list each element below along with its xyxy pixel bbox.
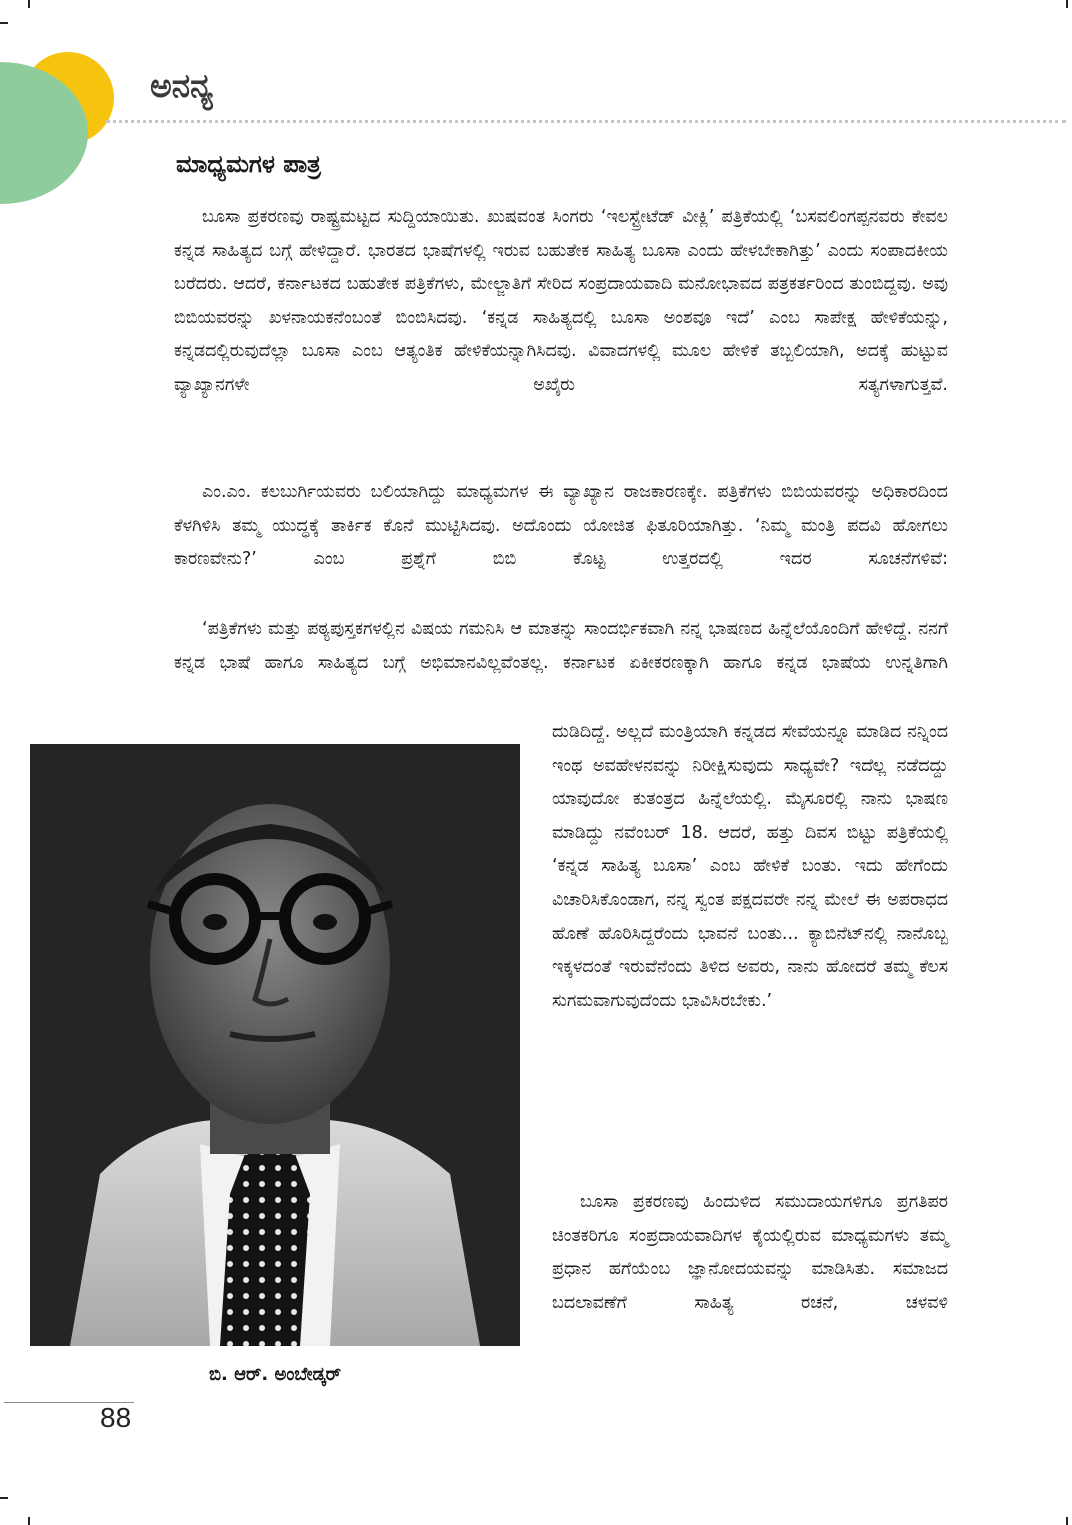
crop-mark	[1066, 1517, 1068, 1525]
quote-paragraph: ‘ಪತ್ರಿಕೆಗಳು ಮತ್ತು ಪಠ್ಯಪುಸ್ತಕಗಳಲ್ಲಿನ ವಿಷಯ ಗಮನಿಸಿ ಆ ಮಾತನ್ನು ಸಾಂದರ್ಭಿಕವಾಗಿ ನನ್ನ ಭಾಷಣದ ಹಿನ್ನೆಲೆಯೊಂದಿಗೆ ಹೇಳಿದ್ದೆ. ನನಗೆ ಕನ್ನಡ ಭಾಷೆ ಹಾಗೂ ಸಾಹಿತ್ಯದ ಬಗ್ಗೆ ಅಭಿಮಾನವಿಲ್ಲವೆಂತಲ್ಲ. ಕರ್ನಾಟಕ ಏಕೀಕರಣಕ್ಕಾಗಿ ಹಾಗೂ ಕನ್ನಡ ಭಾಷೆಯ ಉನ್ನತಿಗಾಗಿ	[174, 619, 948, 673]
header-dotted-rule	[106, 120, 1066, 123]
portrait-illustration	[30, 744, 520, 1346]
section-heading: ಮಾಧ್ಯಮಗಳ ಪಾತ್ರ	[176, 150, 321, 178]
photo-caption: ಬಿ. ಆರ್. ಅಂಬೇಡ್ಕರ್	[208, 1364, 342, 1385]
crop-mark	[0, 22, 8, 24]
body-paragraph: ಬೂಸಾ ಪ್ರಕರಣವು ಹಿಂದುಳಿದ ಸಮುದಾಯಗಳಿಗೂ ಪ್ರಗತಿಪರ ಚಿಂತಕರಿಗೂ ಸಂಪ್ರದಾಯವಾದಿಗಳ ಕೈಯಲ್ಲಿರುವ ಮಾಧ್ಯಮಗಳು ತಮ್ಮ ಪ್ರಧಾನ ಹಗೆಯೆಂಬ ಜ್ಞಾನೋದಯವನ್ನು ಮಾಡಿಸಿತು. ಸಮಾಜದ ಬದಲಾವಣೆಗೆ ಸಾಹಿತ್ಯ ರಚನೆ, ಚಳವಳಿ	[552, 1192, 948, 1313]
crop-mark	[1066, 0, 1068, 8]
page-number: 88	[100, 1402, 132, 1433]
crop-mark	[0, 1497, 8, 1499]
crop-mark	[28, 1517, 30, 1525]
quote-paragraph-continued: ದುಡಿದಿದ್ದೆ. ಅಲ್ಲದೆ ಮಂತ್ರಿಯಾಗಿ ಕನ್ನಡದ ಸೇವೆಯನ್ನೂ ಮಾಡಿದ ನನ್ನಿಂದ ಇಂಥ ಅವಹೇಳನವನ್ನು ನಿರೀಕ್ಷಿಸುವುದು ಸಾಧ್ಯವೇ? ಇದೆಲ್ಲ ನಡೆದದ್ದು ಯಾವುದೋ ಕುತಂತ್ರದ ಹಿನ್ನೆಲೆಯಲ್ಲಿ. ಮೈಸೂರಲ್ಲಿ ನಾನು ಭಾಷಣ ಮಾಡಿದ್ದು ನವೆಂಬರ್ 18. ಆದರೆ, ಹತ್ತು ದಿವಸ ಬಿಟ್ಟು ಪತ್ರಿಕೆಯಲ್ಲಿ ‘ಕನ್ನಡ ಸಾಹಿತ್ಯ ಬೂಸಾ’ ಎಂಬ ಹೇಳಿಕೆ ಬಂತು. ಇದು ಹೇಗೆಂದು ವಿಚಾರಿಸಿಕೊಂಡಾಗ, ನನ್ನ ಸ್ವಂತ ಪಕ್ಷದವರೇ ನನ್ನ ಮೇಲೆ ಈ ಅಪರಾಧದ ಹೊಣೆ ಹೊರಿಸಿದ್ದರೆಂದು ಭಾವನೆ ಬಂತು... ಕ್ಯಾಬಿನೆಟ್‌ನಲ್ಲಿ ನಾನೊಬ್ಬ ಇಕ್ಕಳದಂತೆ ಇರುವೆನೆಂದು ತಿಳಿದ ಅವರು, ನಾನು ಹೋದರೆ ತಮ್ಮ ಕೆಲಸ ಸುಗಮವಾಗುವುದೆಂದು ಭಾವಿಸಿರಬೇಕು.’	[552, 722, 948, 1011]
portrait-photo	[30, 744, 520, 1346]
running-header-title: ಅನನ್ಯ	[150, 66, 213, 105]
crop-mark	[28, 0, 30, 8]
body-paragraph: ಬೂಸಾ ಪ್ರಕರಣವು ರಾಷ್ಟ್ರಮಟ್ಟದ ಸುದ್ದಿಯಾಯಿತು. ಖುಷವಂತ ಸಿಂಗರು ‘ಇಲಸ್ಟ್ರೇಟೆಡ್ ವೀಕ್ಲಿ’ ಪತ್ರಿಕೆಯಲ್ಲಿ ‘ಬಸವಲಿಂಗಪ್ಪನವರು ಕೇವಲ ಕನ್ನಡ ಸಾಹಿತ್ಯದ ಬಗ್ಗೆ ಹೇಳಿದ್ದಾರೆ. ಭಾರತದ ಭಾಷೆಗಳಲ್ಲಿ ಇರುವ ಬಹುತೇಕ ಸಾಹಿತ್ಯ ಬೂಸಾ ಎಂದು ಹೇಳಬೇಕಾಗಿತ್ತು’ ಎಂದು ಸಂಪಾದಕೀಯ ಬರೆದರು. ಆದರೆ, ಕರ್ನಾಟಕದ ಬಹುತೇಕ ಪತ್ರಿಕೆಗಳು, ಮೇಲ್ಜಾತಿಗೆ ಸೇರಿದ ಸಂಪ್ರದಾಯವಾದಿ ಮನೋಭಾವದ ಪತ್ರಕರ್ತರಿಂದ ತುಂಬಿದ್ದವು. ಅವು ಬಿಬಿಯವರನ್ನು ಖಳನಾಯಕನೆಂಬಂತೆ ಬಿಂಬಿಸಿದವು. ‘ಕನ್ನಡ ಸಾಹಿತ್ಯದಲ್ಲಿ ಬೂಸಾ ಅಂಶವೂ ಇದೆ’ ಎಂಬ ಸಾಪೇಕ್ಷ ಹೇಳಿಕೆಯನ್ನು, ಕನ್ನಡದಲ್ಲಿರುವುದೆಲ್ಲಾ ಬೂಸಾ ಎಂಬ ಆತ್ಯಂತಿಕ ಹೇಳಿಕೆಯನ್ನಾಗಿಸಿದವು. ವಿವಾದಗಳಲ್ಲಿ ಮೂಲ ಹೇಳಿಕೆ ತಬ್ಬಲಿಯಾಗಿ, ಅದಕ್ಕೆ ಹುಟ್ಟುವ ವ್ಯಾಖ್ಯಾನಗಳೇ ಅಖೈರು ಸತ್ಯಗಳಾಗುತ್ತವೆ.	[174, 207, 948, 395]
body-paragraph: ಎಂ.ಎಂ. ಕಲಬುರ್ಗಿಯವರು ಬಲಿಯಾಗಿದ್ದು ಮಾಧ್ಯಮಗಳ ಈ ವ್ಯಾಖ್ಯಾನ ರಾಜಕಾರಣಕ್ಕೇ. ಪತ್ರಿಕೆಗಳು ಬಿಬಿಯವರನ್ನು ಅಧಿಕಾರದಿಂದ ಕೆಳಗಿಳಿಸಿ ತಮ್ಮ ಯುದ್ಧಕ್ಕೆ ತಾರ್ಕಿಕ ಕೊನೆ ಮುಟ್ಟಿಸಿದವು. ಅದೊಂದು ಯೋಜಿತ ಫಿತೂರಿಯಾಗಿತ್ತು. ‘ನಿಮ್ಮ ಮಂತ್ರಿ ಪದವಿ ಹೋಗಲು ಕಾರಣವೇನು?’ ಎಂಬ ಪ್ರಶ್ನೆಗೆ ಬಿಬಿ ಕೊಟ್ಟ ಉತ್ತರದಲ್ಲಿ ಇದರ ಸೂಚನೆಗಳಿವೆ:	[174, 482, 948, 570]
